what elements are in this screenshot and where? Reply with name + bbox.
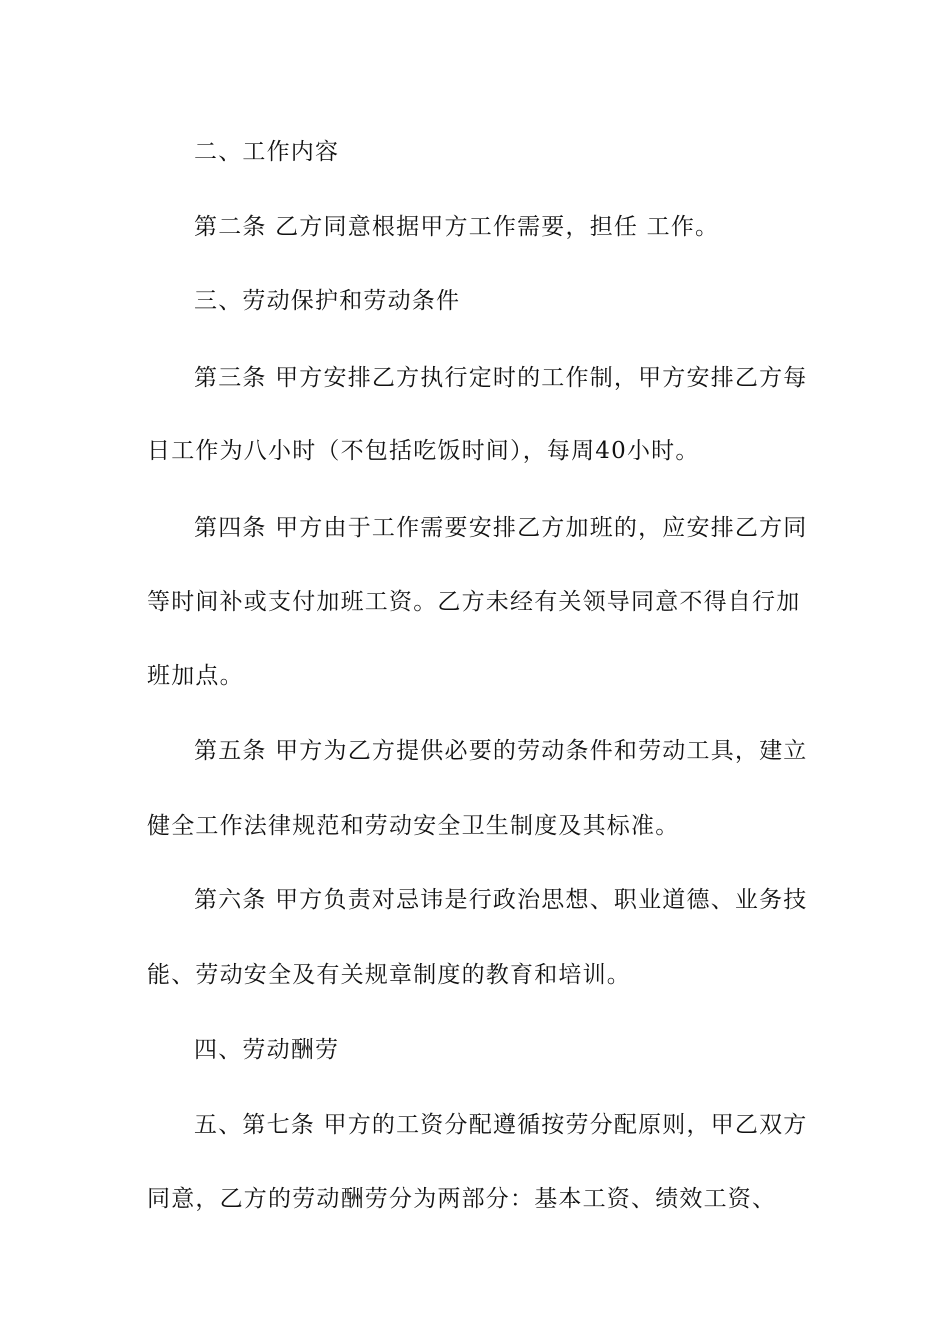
article-3-line-1: 第三条 甲方安排乙方执行定时的工作制，甲方安排乙方每 — [194, 365, 808, 391]
article-7-line-1: 五、第七条 甲方的工资分配遵循按劳分配原则，甲乙双方 — [194, 1112, 808, 1138]
article-5-line-2: 健全工作法律规范和劳动安全卫生制度及其标准。 — [147, 813, 680, 839]
article-2-line-1: 第二条 乙方同意根据甲方工作需要，担任 工作。 — [194, 214, 720, 240]
section-heading-labor-remuneration: 四、劳动酬劳 — [194, 1037, 340, 1063]
article-4-line-1: 第四条 甲方由于工作需要安排乙方加班的，应安排乙方同 — [194, 515, 808, 541]
article-6-line-2: 能、劳动安全及有关规章制度的教育和培训。 — [147, 962, 631, 988]
article-7-line-2: 同意，乙方的劳动酬劳分为两部分：基本工资、绩效工资、 — [147, 1186, 777, 1212]
section-heading-work-content: 二、工作内容 — [194, 139, 340, 165]
section-heading-labor-protection: 三、劳动保护和劳动条件 — [194, 288, 461, 314]
article-6-line-1: 第六条 甲方负责对忌讳是行政治思想、职业道德、业务技 — [194, 887, 808, 913]
article-4-line-2: 等时间补或支付加班工资。乙方未经有关领导同意不得自行加 — [147, 589, 801, 615]
article-4-line-3: 班加点。 — [147, 663, 244, 689]
article-3-line-2: 日工作为八小时（不包括吃饭时间），每周40小时。 — [147, 438, 700, 464]
article-5-line-1: 第五条 甲方为乙方提供必要的劳动条件和劳动工具，建立 — [194, 738, 808, 764]
